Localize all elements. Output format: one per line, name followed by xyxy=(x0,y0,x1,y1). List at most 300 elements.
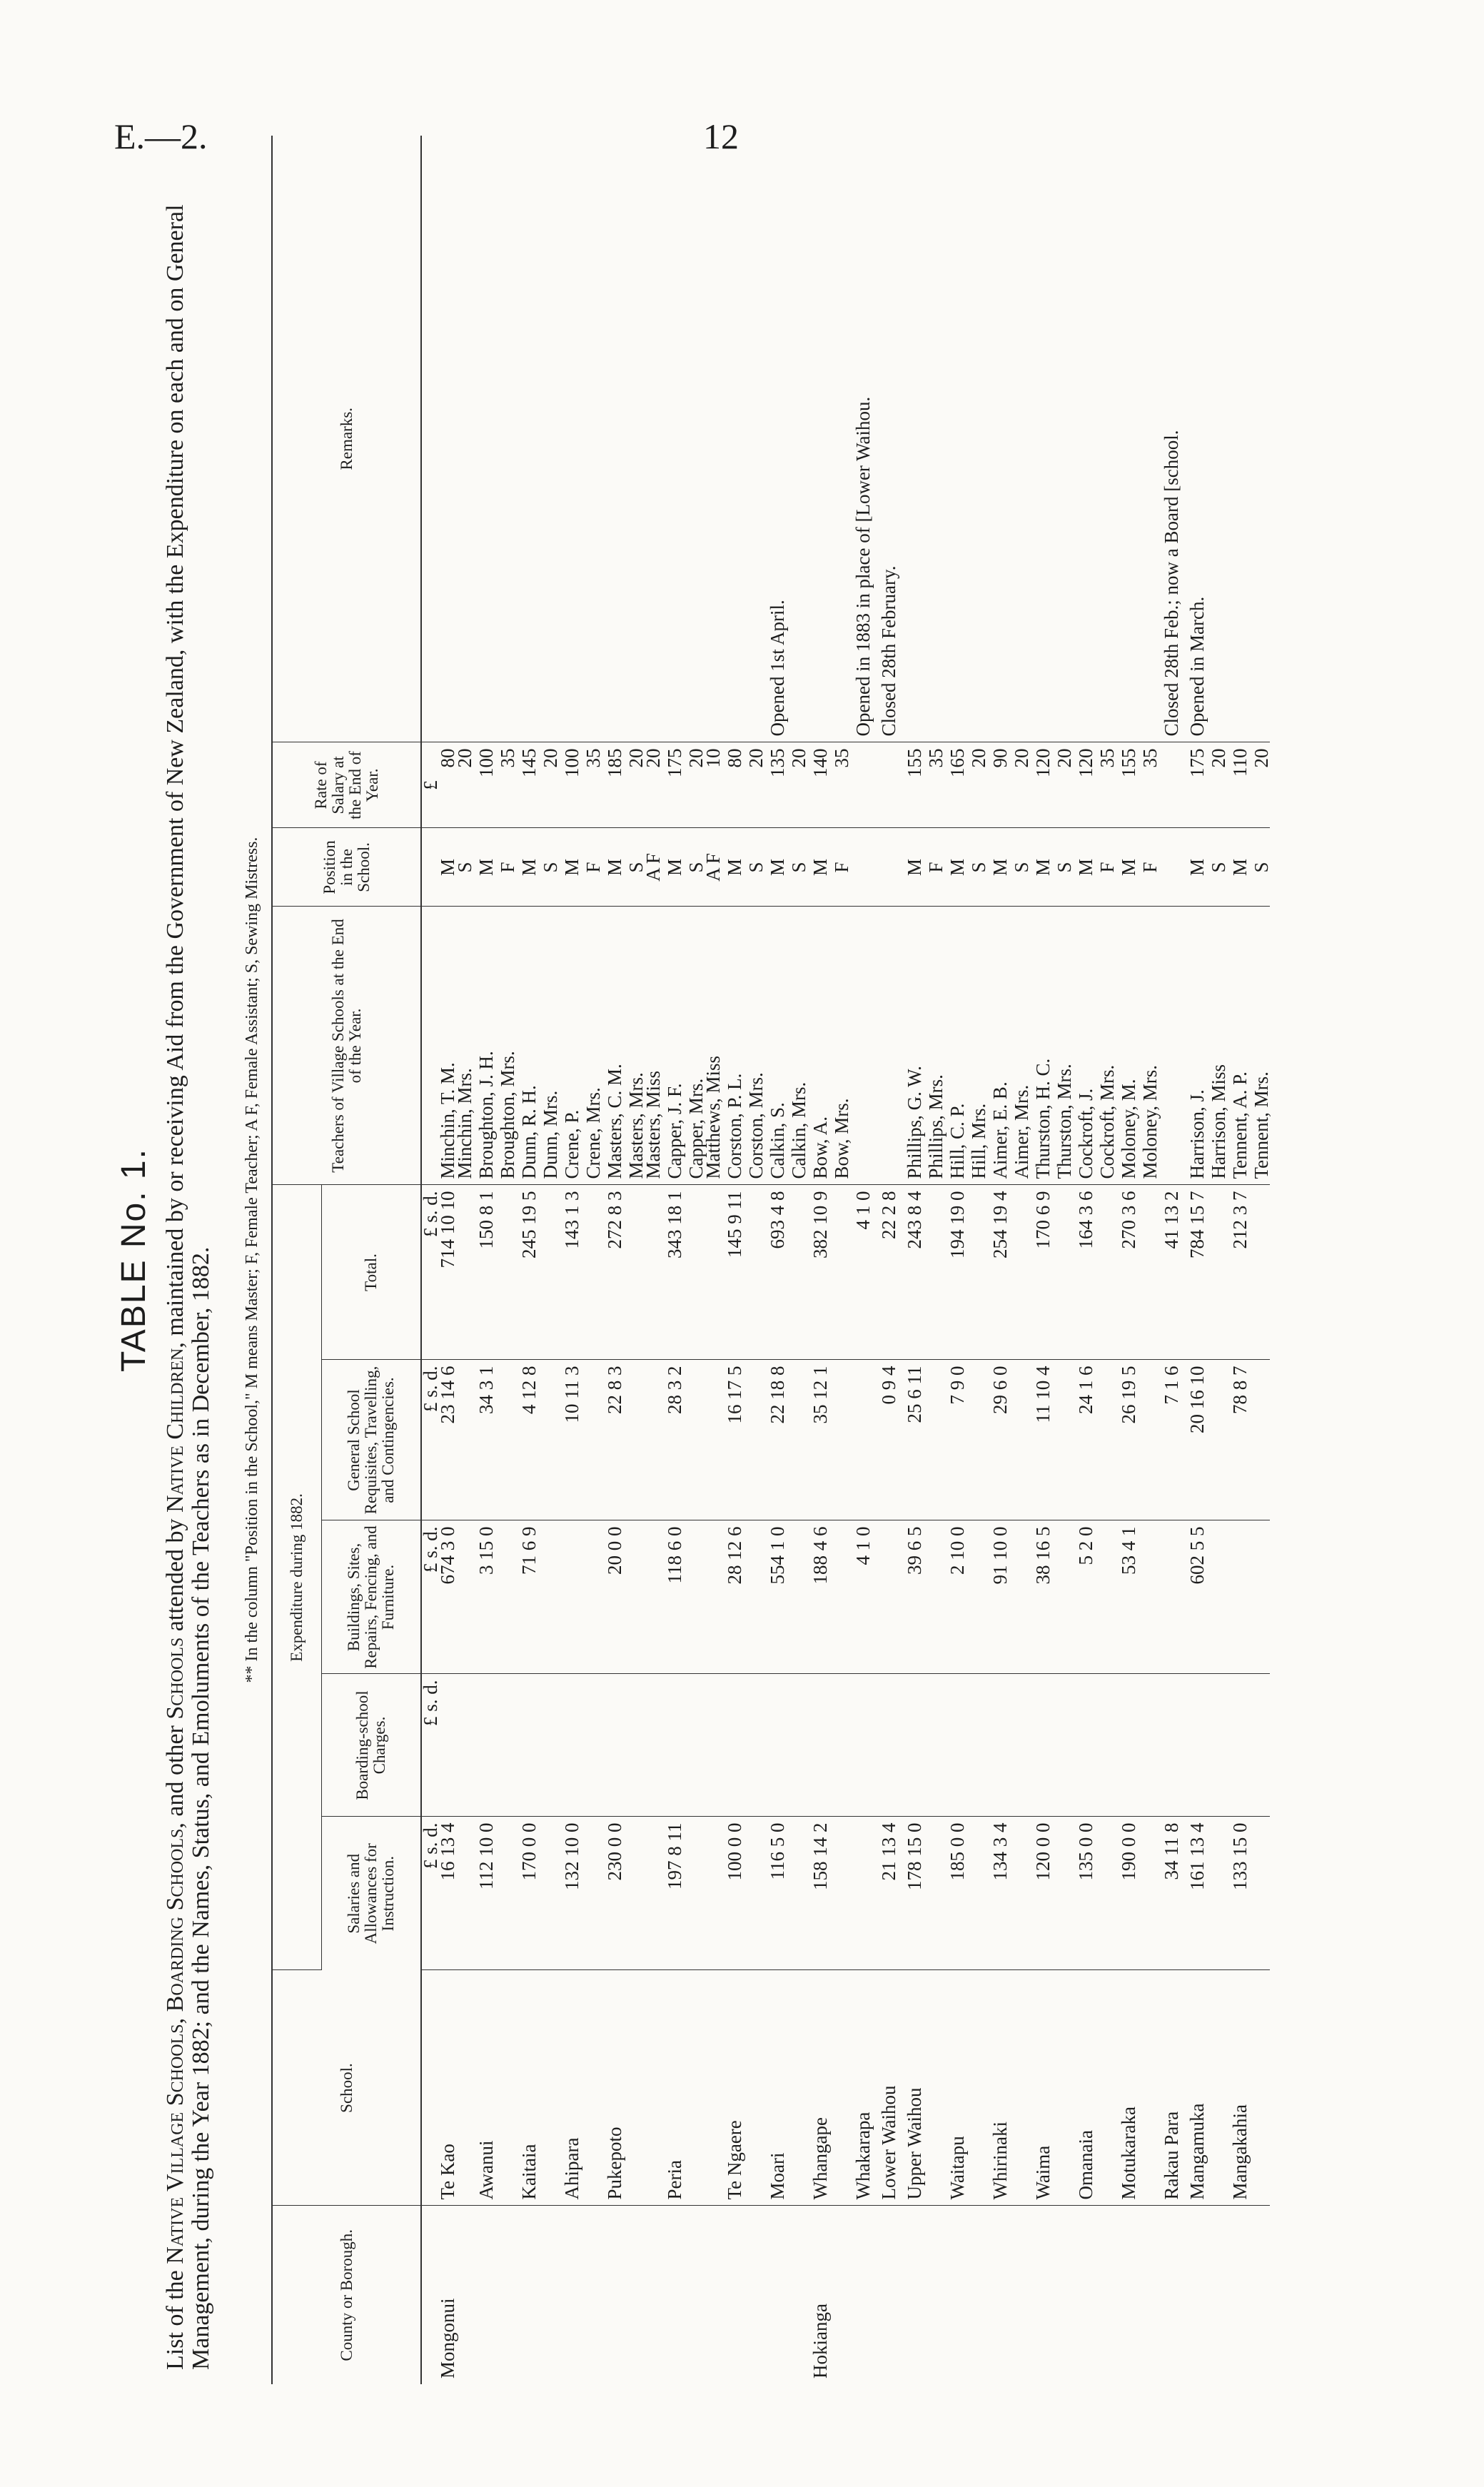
buildings-cell xyxy=(1141,1520,1159,1674)
school-cell: Whangape xyxy=(807,1970,833,2206)
buildings-cell: 118 6 0 xyxy=(662,1520,687,1674)
boarding-cell xyxy=(1056,1674,1073,1817)
county-cell xyxy=(722,2206,747,2384)
boarding-cell xyxy=(542,1674,559,1817)
buildings-cell: 38 16 5 xyxy=(1030,1520,1056,1674)
total-cell: 254 19 4 xyxy=(987,1185,1013,1360)
total-cell xyxy=(542,1185,559,1360)
salaries-cell: 158 14 2 xyxy=(807,1817,833,1970)
boarding-cell xyxy=(807,1674,833,1817)
table-row xyxy=(1184,136,1210,2384)
general-cell: 24 1 6 xyxy=(1073,1360,1099,1520)
remarks-cell xyxy=(1253,136,1270,742)
salaries-cell xyxy=(627,1817,645,1970)
total-cell: 164 3 6 xyxy=(1073,1185,1099,1360)
rate-cell: 35 xyxy=(585,742,602,828)
table-row xyxy=(970,136,987,2384)
rate-cell: 20 xyxy=(687,742,705,828)
school-cell xyxy=(585,1970,602,2206)
general-cell: 16 17 5 xyxy=(722,1360,747,1520)
county-cell xyxy=(585,2206,602,2384)
position-cell: M xyxy=(944,828,970,907)
table-row xyxy=(602,136,627,2384)
teacher-cell: Cockroft, J. xyxy=(1073,907,1099,1185)
school-cell xyxy=(833,1970,850,2206)
table-row xyxy=(627,136,645,2384)
salaries-cell xyxy=(790,1817,807,1970)
school-cell xyxy=(705,1970,722,2206)
school-cell: Lower Waihou xyxy=(876,1970,902,2206)
salaries-cell xyxy=(1253,1817,1270,1970)
position-cell: M xyxy=(473,828,499,907)
table-body xyxy=(421,136,1270,2384)
general-cell: 25 6 11 xyxy=(902,1360,927,1520)
buildings-cell xyxy=(1159,1520,1184,1674)
school-cell: Motukaraka xyxy=(1116,1970,1141,2206)
teacher-cell: Broughton, J. H. xyxy=(473,907,499,1185)
position-cell: S xyxy=(1056,828,1073,907)
total-cell: 693 4 8 xyxy=(764,1185,790,1360)
total-cell: 784 15 7 xyxy=(1184,1185,1210,1360)
total-cell xyxy=(1099,1185,1116,1360)
general-cell xyxy=(1253,1360,1270,1520)
salaries-cell xyxy=(585,1817,602,1970)
school-cell xyxy=(1210,1970,1227,2206)
buildings-cell xyxy=(687,1520,705,1674)
general-cell xyxy=(1056,1360,1073,1520)
remarks-cell xyxy=(1210,136,1227,742)
salaries-cell: 100 0 0 xyxy=(722,1817,747,1970)
county-cell xyxy=(1099,2206,1116,2384)
county-cell: Hokianga xyxy=(809,2304,831,2378)
header-county: County or Borough. xyxy=(272,2206,421,2384)
position-cell: M xyxy=(1073,828,1099,907)
remarks-cell xyxy=(722,136,747,742)
buildings-cell xyxy=(876,1520,902,1674)
table-row xyxy=(1099,136,1116,2384)
county-cell xyxy=(542,2206,559,2384)
school-cell xyxy=(542,1970,559,2206)
table-row xyxy=(439,136,456,2384)
salaries-cell: 116 5 0 xyxy=(764,1817,790,1970)
school-cell xyxy=(1056,1970,1073,2206)
total-cell: 343 18 1 xyxy=(662,1185,687,1360)
header-rate: Rate of Salary at the End of Year. xyxy=(272,742,421,828)
school-cell xyxy=(499,1970,516,2206)
teacher-cell: Thurston, Mrs. xyxy=(1056,907,1073,1185)
county-cell xyxy=(645,2206,662,2384)
school-cell: Moari xyxy=(764,1970,790,2206)
table-row xyxy=(927,136,944,2384)
general-cell xyxy=(705,1360,722,1520)
total-cell: 270 3 6 xyxy=(1116,1185,1141,1360)
school-cell xyxy=(456,1970,473,2206)
county-cell xyxy=(687,2206,705,2384)
county-cell xyxy=(1056,2206,1073,2384)
position-cell: S xyxy=(627,828,645,907)
county-cell xyxy=(499,2206,516,2384)
table-row xyxy=(764,136,790,2384)
boarding-cell xyxy=(516,1674,542,1817)
general-cell: 23 14 6 xyxy=(439,1360,456,1520)
remarks-cell xyxy=(944,136,970,742)
county-cell xyxy=(987,2206,1013,2384)
table-row xyxy=(1253,136,1270,2384)
rotated-table-page xyxy=(114,136,1442,2384)
boarding-cell xyxy=(559,1674,585,1817)
remarks-cell xyxy=(1013,136,1030,742)
boarding-cell xyxy=(833,1674,850,1817)
county-cell xyxy=(627,2206,645,2384)
teacher-cell: Masters, C. M. xyxy=(602,907,627,1185)
teacher-cell: Minchin, T. M. xyxy=(439,907,456,1185)
general-cell: 20 16 10 xyxy=(1184,1360,1210,1520)
remarks-cell xyxy=(473,136,499,742)
school-cell xyxy=(1099,1970,1116,2206)
teacher-cell: Crene, Mrs. xyxy=(585,907,602,1185)
salaries-cell: 132 10 0 xyxy=(559,1817,585,1970)
header-position: Position in the School. xyxy=(272,828,421,907)
boarding-cell xyxy=(850,1674,876,1817)
table-row xyxy=(1056,136,1073,2384)
table-row xyxy=(1159,136,1184,2384)
general-cell: 78 8 7 xyxy=(1227,1360,1253,1520)
rate-cell: 135 xyxy=(764,742,790,828)
remarks-cell xyxy=(456,136,473,742)
teacher-cell: Capper, J. F. xyxy=(662,907,687,1185)
teacher-cell: Hill, Mrs. xyxy=(970,907,987,1185)
buildings-cell xyxy=(927,1520,944,1674)
salaries-cell: 16 13 4 xyxy=(439,1817,456,1970)
description-text: Boarding Schools xyxy=(162,1828,188,2012)
buildings-cell xyxy=(456,1520,473,1674)
teacher-cell: Phillips, Mrs. xyxy=(927,907,944,1185)
county-cell xyxy=(1227,2206,1253,2384)
teacher-cell: Masters, Miss xyxy=(645,907,662,1185)
description-text: attended by xyxy=(162,1513,188,1638)
salaries-cell: 135 0 0 xyxy=(1073,1817,1099,1970)
position-cell: A F xyxy=(705,828,722,907)
county-cell xyxy=(1013,2206,1030,2384)
general-cell xyxy=(927,1360,944,1520)
position-cell: M xyxy=(1116,828,1141,907)
teacher-cell: Minchin, Mrs. xyxy=(456,907,473,1185)
county-cell: Mongonui xyxy=(437,2298,458,2378)
total-cell xyxy=(1141,1185,1159,1360)
county-cell xyxy=(1116,2206,1141,2384)
rate-cell: 80 xyxy=(722,742,747,828)
position-cell: M xyxy=(902,828,927,907)
boarding-cell xyxy=(790,1674,807,1817)
boarding-cell xyxy=(473,1674,499,1817)
county-cell xyxy=(747,2206,764,2384)
school-cell: Omanaia xyxy=(1073,1970,1099,2206)
remarks-cell xyxy=(559,136,585,742)
county-cell xyxy=(1073,2206,1099,2384)
position-cell: F xyxy=(1099,828,1116,907)
position-cell: S xyxy=(747,828,764,907)
general-cell xyxy=(1013,1360,1030,1520)
remarks-cell xyxy=(1227,136,1253,742)
teacher-cell: Dunn, R. H. xyxy=(516,907,542,1185)
county-cell xyxy=(1030,2206,1056,2384)
buildings-cell: 28 12 6 xyxy=(722,1520,747,1674)
teacher-cell: Cockroft, Mrs. xyxy=(1099,907,1116,1185)
position-legend-note: ** In the column "Position in the School," M means Master; F, Female Teacher; A F, Female Assistant; S, Sewing Mistress. xyxy=(243,837,261,1683)
buildings-cell: 91 10 0 xyxy=(987,1520,1013,1674)
total-cell: 4 1 0 xyxy=(850,1185,876,1360)
teacher-cell: Phillips, G. W. xyxy=(902,907,927,1185)
position-cell: M xyxy=(516,828,542,907)
buildings-cell xyxy=(705,1520,722,1674)
buildings-cell xyxy=(499,1520,516,1674)
county-cell xyxy=(473,2206,499,2384)
general-cell xyxy=(627,1360,645,1520)
salaries-cell xyxy=(850,1817,876,1970)
boarding-cell xyxy=(645,1674,662,1817)
rate-cell: 120 xyxy=(1073,742,1099,828)
salaries-cell: 185 0 0 xyxy=(944,1817,970,1970)
table-row xyxy=(499,136,516,2384)
teacher-cell: Crene, P. xyxy=(559,907,585,1185)
remarks-cell xyxy=(516,136,542,742)
general-cell: 26 19 5 xyxy=(1116,1360,1141,1520)
description-text: Schools xyxy=(162,1637,188,1720)
boarding-cell xyxy=(1141,1674,1159,1817)
salaries-cell: 170 0 0 xyxy=(516,1817,542,1970)
rate-cell: 145 xyxy=(516,742,542,828)
page-code: E.—2. xyxy=(114,116,208,156)
county-cell xyxy=(1253,2206,1270,2384)
county-cell xyxy=(456,2206,473,2384)
table-row xyxy=(1030,136,1056,2384)
position-cell: S xyxy=(1210,828,1227,907)
general-cell: 0 9 4 xyxy=(876,1360,902,1520)
total-cell: 143 1 3 xyxy=(559,1185,585,1360)
salaries-cell xyxy=(687,1817,705,1970)
general-cell xyxy=(790,1360,807,1520)
rate-cell: 90 xyxy=(987,742,1013,828)
general-cell xyxy=(833,1360,850,1520)
salaries-cell xyxy=(456,1817,473,1970)
table-row xyxy=(687,136,705,2384)
remarks-cell xyxy=(807,136,833,742)
total-cell: 22 2 8 xyxy=(876,1185,902,1360)
boarding-cell xyxy=(1099,1674,1116,1817)
rate-cell: 20 xyxy=(456,742,473,828)
header-teachers: Teachers of Village Schools at the End of the Year. xyxy=(272,907,421,1185)
school-cell xyxy=(927,1970,944,2206)
header-expenditure: Expenditure during 1882. xyxy=(272,1185,322,1970)
county-cell xyxy=(833,2206,850,2384)
position-cell: M xyxy=(559,828,585,907)
total-cell xyxy=(585,1185,602,1360)
rate-cell xyxy=(876,742,902,828)
table-row xyxy=(585,136,602,2384)
rate-cell: 110 xyxy=(1227,742,1253,828)
remarks-cell xyxy=(987,136,1013,742)
table-row xyxy=(876,136,902,2384)
units-label: £ s. d. xyxy=(421,1520,439,1674)
teacher-cell xyxy=(850,907,876,1185)
position-cell: M xyxy=(987,828,1013,907)
salaries-cell: 112 10 0 xyxy=(473,1817,499,1970)
header-school: School. xyxy=(272,1970,421,2206)
school-cell xyxy=(747,1970,764,2206)
remarks-cell xyxy=(705,136,722,742)
school-cell: Waitapu xyxy=(944,1970,970,2206)
table-description xyxy=(163,136,240,2384)
buildings-cell xyxy=(645,1520,662,1674)
buildings-cell xyxy=(970,1520,987,1674)
buildings-cell: 3 15 0 xyxy=(473,1520,499,1674)
boarding-cell xyxy=(876,1674,902,1817)
position-cell: F xyxy=(927,828,944,907)
remarks-cell xyxy=(662,136,687,742)
remarks-cell xyxy=(1141,136,1159,742)
remarks-cell: Opened 1st April. xyxy=(764,136,790,742)
remarks-cell xyxy=(602,136,627,742)
position-cell: S xyxy=(970,828,987,907)
boarding-cell xyxy=(722,1674,747,1817)
rate-cell: 35 xyxy=(833,742,850,828)
remarks-cell: Opened in March. xyxy=(1184,136,1210,742)
position-cell: A F xyxy=(645,828,662,907)
county-cell xyxy=(602,2206,627,2384)
teacher-cell: Dunn, Mrs. xyxy=(542,907,559,1185)
boarding-cell xyxy=(1227,1674,1253,1817)
table-row xyxy=(516,136,542,2384)
total-cell xyxy=(747,1185,764,1360)
position-cell: M xyxy=(1184,828,1210,907)
school-cell xyxy=(1253,1970,1270,2206)
rate-cell xyxy=(850,742,876,828)
table-row xyxy=(1116,136,1141,2384)
total-cell xyxy=(627,1185,645,1360)
table-title: TABLE No. 1. xyxy=(115,1148,153,1372)
salaries-cell: 21 13 4 xyxy=(876,1817,902,1970)
total-cell: 382 10 9 xyxy=(807,1185,833,1360)
position-cell: M xyxy=(807,828,833,907)
table-row xyxy=(559,136,585,2384)
buildings-cell xyxy=(790,1520,807,1674)
description-text: , xyxy=(162,2012,188,2024)
total-cell xyxy=(645,1185,662,1360)
table-row xyxy=(833,136,850,2384)
county-cell xyxy=(944,2206,970,2384)
school-cell xyxy=(970,1970,987,2206)
rate-cell: 20 xyxy=(542,742,559,828)
table-row xyxy=(987,136,1013,2384)
position-cell: M xyxy=(764,828,790,907)
table-row xyxy=(542,136,559,2384)
units-label: £ xyxy=(421,742,439,828)
general-cell xyxy=(687,1360,705,1520)
remarks-cell xyxy=(439,136,456,742)
boarding-cell xyxy=(970,1674,987,1817)
remarks-cell: Opened in 1883 in place of [Lower Waihou. xyxy=(850,136,876,742)
remarks-cell xyxy=(747,136,764,742)
teacher-cell: Moloney, M. xyxy=(1116,907,1141,1185)
remarks-cell xyxy=(927,136,944,742)
salaries-cell: 134 3 4 xyxy=(987,1817,1013,1970)
rate-cell: 20 xyxy=(790,742,807,828)
school-cell: Upper Waihou xyxy=(902,1970,927,2206)
boarding-cell xyxy=(705,1674,722,1817)
school-cell xyxy=(687,1970,705,2206)
boarding-cell xyxy=(439,1674,456,1817)
rate-cell: 20 xyxy=(1210,742,1227,828)
school-cell: Peria xyxy=(662,1970,687,2206)
teacher-cell: Capper, Mrs. xyxy=(687,907,705,1185)
header-total: Total. xyxy=(322,1185,422,1360)
rate-cell: 20 xyxy=(1253,742,1270,828)
table-row xyxy=(1227,136,1253,2384)
table-row xyxy=(1013,136,1030,2384)
school-cell: Mangakahia xyxy=(1227,1970,1253,2206)
boarding-cell xyxy=(1116,1674,1141,1817)
position-cell: S xyxy=(790,828,807,907)
schools-table xyxy=(271,136,1270,2384)
county-cell xyxy=(927,2206,944,2384)
header-salaries: Salaries and Allowances for Instruction. xyxy=(322,1817,422,1970)
school-cell: Whirinaki xyxy=(987,1970,1013,2206)
general-cell: 35 12 1 xyxy=(807,1360,833,1520)
boarding-cell xyxy=(987,1674,1013,1817)
county-cell xyxy=(970,2206,987,2384)
total-cell: 245 19 5 xyxy=(516,1185,542,1360)
position-cell: F xyxy=(499,828,516,907)
table-row xyxy=(807,136,833,2384)
position-cell: M xyxy=(602,828,627,907)
remarks-cell xyxy=(902,136,927,742)
teacher-cell: Aimer, Mrs. xyxy=(1013,907,1030,1185)
school-cell: Te Kao xyxy=(439,1970,456,2206)
county-cell xyxy=(1210,2206,1227,2384)
total-cell xyxy=(790,1185,807,1360)
position-cell xyxy=(850,828,876,907)
county-cell xyxy=(662,2206,687,2384)
units-label: £ s. d. xyxy=(421,1360,439,1520)
buildings-cell: 20 0 0 xyxy=(602,1520,627,1674)
boarding-cell xyxy=(747,1674,764,1817)
rate-cell: 20 xyxy=(1013,742,1030,828)
general-cell xyxy=(850,1360,876,1520)
salaries-cell xyxy=(927,1817,944,1970)
teacher-cell: Masters, Mrs. xyxy=(627,907,645,1185)
rate-cell: 175 xyxy=(662,742,687,828)
remarks-cell xyxy=(1099,136,1116,742)
total-cell xyxy=(456,1185,473,1360)
buildings-cell: 71 6 9 xyxy=(516,1520,542,1674)
total-cell xyxy=(927,1185,944,1360)
general-cell: 11 10 4 xyxy=(1030,1360,1056,1520)
general-cell: 34 3 1 xyxy=(473,1360,499,1520)
buildings-cell xyxy=(1056,1520,1073,1674)
salaries-cell xyxy=(1013,1817,1030,1970)
school-cell xyxy=(627,1970,645,2206)
county-cell xyxy=(902,2206,927,2384)
county-cell xyxy=(764,2206,790,2384)
rate-cell: 165 xyxy=(944,742,970,828)
table-row xyxy=(722,136,747,2384)
school-cell: Mangamuka xyxy=(1184,1970,1210,2206)
teacher-cell: Harrison, Miss xyxy=(1210,907,1227,1185)
county-cell xyxy=(1159,2206,1184,2384)
buildings-cell: 2 10 0 xyxy=(944,1520,970,1674)
salaries-cell: 230 0 0 xyxy=(602,1817,627,1970)
total-cell xyxy=(1253,1185,1270,1360)
